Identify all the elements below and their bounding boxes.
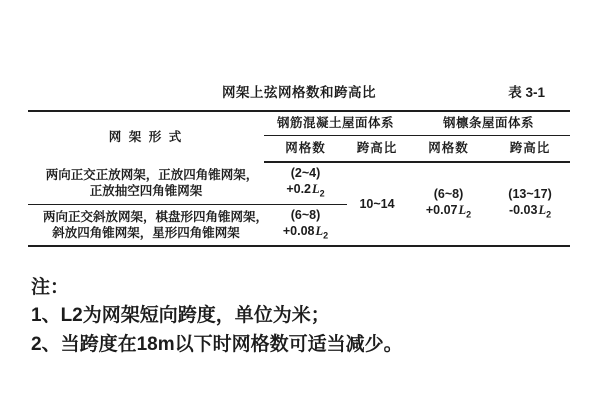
- row2-grid-forms-line2: 斜放四角锥网架，星形四角锥网架: [52, 225, 240, 240]
- row1-rc-grid-range: (2~4): [290, 166, 321, 180]
- row1-rc-grid-subscript: 2: [319, 188, 325, 199]
- header-rc-span-depth-ratio: 跨高比: [347, 135, 407, 162]
- steel-ratio-coef: -0.03: [508, 202, 538, 217]
- steel-grid-range: (6~8): [433, 186, 464, 201]
- row1-rc-grid-coef: +0.2: [286, 182, 312, 196]
- notes-section: [31, 274, 403, 359]
- row1-grid-forms-line1: 两向正交正放网架，正放四角锥网架，: [45, 167, 259, 182]
- row2-rc-grid-subscript: 2: [323, 230, 329, 240]
- table-title: 网架上弦网格数和跨高比: [222, 85, 376, 100]
- steel-grid-coef: +0.07: [425, 202, 458, 217]
- row1-grid-forms: [28, 162, 264, 204]
- grid-number-span-ratio-table: [28, 110, 570, 247]
- table-number: 表 3-1: [508, 85, 545, 100]
- header-steel-grid-count: 网格数: [407, 135, 490, 162]
- header-grid-form: 网 架 形 式: [108, 130, 184, 144]
- steel-grid-count-value: [407, 162, 490, 246]
- header-row-groups: [28, 111, 570, 135]
- table-caption-row: [28, 81, 570, 98]
- row2-rc-grid-var: L: [315, 223, 324, 238]
- table-row: [28, 162, 570, 204]
- steel-span-depth-ratio-value: [490, 162, 570, 246]
- header-rc-grid-count: 网格数: [264, 135, 347, 162]
- steel-ratio-var: L: [538, 202, 547, 217]
- steel-ratio-subscript: 2: [546, 209, 552, 220]
- row2-grid-forms: [28, 204, 269, 246]
- steel-grid-var: L: [458, 202, 467, 217]
- rc-span-depth-ratio-value: 10~14: [359, 197, 395, 211]
- header-group-rc-roof-system: 钢筋混凝土屋面体系: [264, 111, 407, 135]
- row1-rc-grid-count-value: [264, 162, 347, 204]
- note-item-1: 1、L2为网架短向跨度，单位为米；: [31, 305, 330, 326]
- steel-ratio-range: (13~17): [508, 186, 552, 201]
- header-steel-span-depth-ratio: 跨高比: [490, 135, 570, 162]
- header-group-steel-purlin-roof-system: 钢檩条屋面体系: [407, 111, 570, 135]
- row1-rc-grid-var: L: [312, 182, 320, 196]
- row2-rc-grid-count-value: [264, 204, 347, 246]
- row2-rc-grid-coef: +0.08: [282, 223, 315, 238]
- note-item-2: 2、当跨度在18m以下时网格数可适当减少。: [31, 334, 403, 355]
- row2-rc-grid-range: (6~8): [290, 207, 321, 222]
- row1-grid-forms-line2: 正放抽空四角锥网架: [89, 183, 203, 198]
- row2-grid-forms-line1: 两向正交斜放网架，棋盘形四角锥网架，: [43, 209, 269, 224]
- steel-grid-subscript: 2: [466, 209, 472, 220]
- notes-label: 注：: [31, 277, 70, 298]
